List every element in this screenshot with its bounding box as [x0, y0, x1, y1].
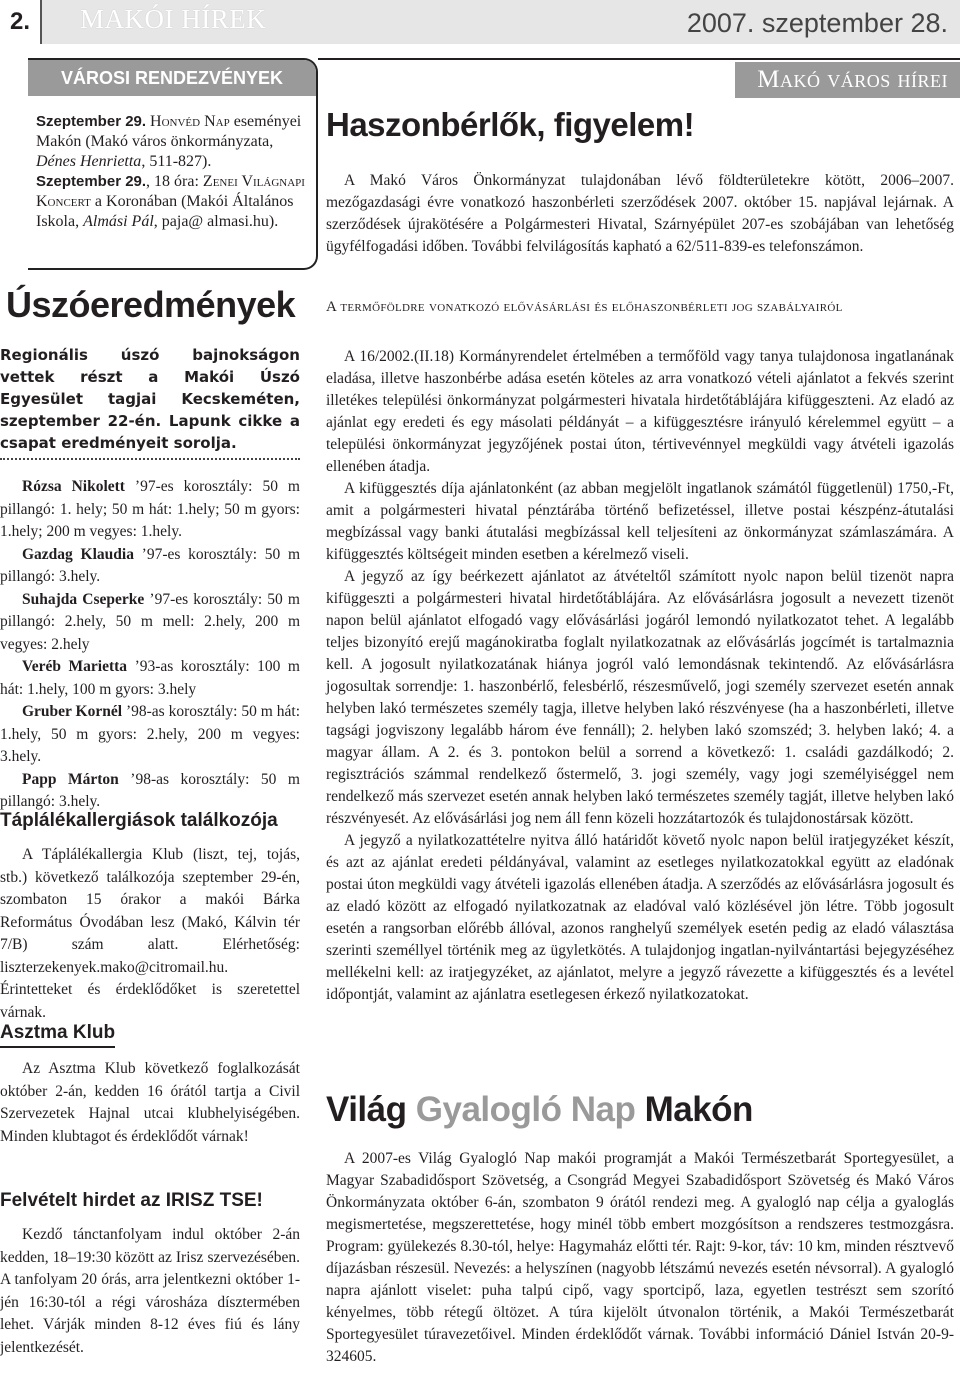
tenant-intro-text: A Makó Város Önkormányzat tulajdonában lévő földterületekre kötött, 2006–2007. mezőgazdasági évre vonatkozó haszonbérleti szerződések 2007. október 15. napjával lejárnak. A szerződések újrakötésére a Polgármesteri Hivatal, Szárnyépület 207-es szobájában van lehetőség ügyfélfogadási időben. További felvilágosítás kapható a 62/511-839-es telefonszámon.	[326, 172, 954, 255]
event-name: Zenei Világnapi Koncert	[36, 173, 305, 210]
tenant-intro	[326, 170, 954, 258]
result-item: Veréb Marietta ’93-as korosztály: 100 m hát: 1.hely, 100 m gyors: 3.hely	[0, 658, 300, 698]
walk-headline	[326, 1090, 753, 1130]
page-header	[0, 0, 960, 44]
swim-results	[0, 476, 300, 814]
event-date: Szeptember 29.	[36, 173, 147, 190]
walk-text: A 2007-es Világ Gyalogló Nap makói programját a Makói Természetbarát Sportegyesület, a Magyar Szabadidősport Szövetség, a Csongrád Megyei Szabadidősport Szövetség és Makó Város Önkormányzata október 6-án, szombaton 9 órától rendezi meg. A gyalogló nap célja a gyaloglás megismertetése, megszerettetése, hogy minél több embert mozgósítson a rendszeres testmozgásra. Program: gyülekezés 8.30-tól, helye: Hagymaház előtti tér. Rajt: 9-kor, táv: 10 km, minden résztvevő díjazásban részesül. Nevezés: a helyszínen (nagyobb létszámú nevezés esetén névsorral). A gyalogló napra ajánlott viselet: puha talpú cipő, vagy sportcipő, laza, egyetlen testrészt sem szorító kényelmes, több rétegű öltözet. A túra kijelölt útvonalon történik, a Makói Természetbarát Sportegyesület túravezetőivel. Minden érdeklődőt várnak. További információ Dániel István 20-9-324605.	[326, 1150, 954, 1365]
walk-article	[326, 1148, 954, 1368]
allergy-article	[0, 844, 300, 1024]
result-item: Papp Márton ’98-as korosztály: 50 m pillangó: 3.hely.	[0, 770, 300, 810]
section-title: MAKÓI HÍREK	[80, 4, 267, 34]
walk-headline-part: Gyalogló Nap	[415, 1090, 636, 1129]
land-rules-article	[326, 346, 954, 1006]
asthma-text: Az Asztma Klub következő foglalkozását október 2-án, kedden 16 órától tartja a Civil Szervezetek Hajnal utcai klubhelyiségében. Minden klubtagot és érdeklődőt várnak!	[0, 1060, 300, 1145]
city-news-bar	[318, 58, 960, 98]
swim-lead: Regionális úszó bajnokságon vettek részt a Makói Úszó Egyesület tagjai Kecskeméten, szeptember 22-én. Lapunk cikke a csapat eredményeit sorolja.	[0, 344, 300, 460]
paragraph: A 16/2002.(II.18) Kormányrendelet értelmében a termőföld vagy tanya tulajdonosa ingatlanának eladása, illetve haszonbérbe adása esetén köteles az arra vonatkozó vételi ajánlatot a fekvés szerint illetékes települési önkormányzat polgármesteri hivatala hirdetőtáblájára kifüggeszteni. Az eladó az ajánlat egy eredeti és egy másolati példányát – a kifüggesztésre irányuló kérelemmel együtt – a települési önkormányzat jegyzőjének postai úton, tértivevénnyel megküldi vagy átvételi igazolás ellenében átadja.	[326, 348, 954, 475]
walk-headline-part: Makón	[644, 1090, 753, 1129]
allergy-text: A Táplálékallergia Klub (liszt, tej, tojás, stb.) következő találkozója szeptember 29-én, szombaton 15 órakor a makói Bárka Református Óvodában lesz (Makó, Kálvin tér 7/B) szám alatt. Elérhetőség: liszterzekenyek.mako@citromail.hu. Érintetteket és érdeklődőket is szeretettel várnak.	[0, 846, 300, 1021]
paragraph: A jegyző a nyilatkozattételre nyitva álló határidőt követő nyolc napon belül iratjegyzéket készít, és azt az ajánlat eredeti példányával, valamint az esetleges nyilatkozatokkal együtt az eladónak postai úton megküldi vagy átvételi igazolás ellenében átadja. A szerződés az elővásárlásra jogosult és az eladó között az elfogadó nyilatkozatnak az eladóval való közlésével jön létre. Több jogosult esetén a rangsorban előrébb állóval, azonos ranghelyű személyek esetén pedig az eladó választása szerinti személlyel történik meg az ügyletkötés. A tulajdonjog ingatlan-nyilvántartási bejegyzéséhez mellékelni kell: az iratjegyzéket, az ajánlatot, melyre a jegyző rávezette a kifüggesztés és a levétel időpontját, valamint az ajánlatra esetlegesen érkező nyilatkozatokat.	[326, 832, 954, 1003]
result-item: Gruber Kornél ’98-as korosztály: 50 m hát: 1.hely, 50 m gyors: 2.hely, 200 m vegyes: 3.hely.	[0, 703, 300, 765]
allergy-headline: Táplálékallergiások találkozója	[0, 810, 278, 831]
irisz-headline: Felvételt hirdet az IRISZ TSE!	[0, 1190, 263, 1211]
page-number: 2.	[0, 0, 42, 44]
result-item: Gazdag Klaudia ’97-es korosztály: 50 m pillangó: 3.hely.	[0, 545, 301, 585]
asthma-article	[0, 1058, 300, 1148]
event-text: , 511-827).	[141, 153, 212, 170]
asthma-headline: Asztma Klub	[0, 1022, 115, 1048]
event-text: , 18 óra:	[146, 173, 203, 190]
land-rules-subtitle	[326, 296, 954, 318]
swim-headline: Úszóeredmények	[6, 284, 296, 325]
paragraph: A kifüggesztés díja ajánlatonként (az abban megjelölt ingatlanok számától függetlenül) 1750,-Ft, amit a polgármesteri hivatal pénztárába történő befizetéssel, illetve postai készpénz-átutalási megbízással vagy banki átutalási megbízással kell teljesíteni az önkormányzat számlaszámára. A kifüggesztés költségeit minden esetben a kérelmező viseli.	[326, 480, 954, 563]
event-text: a Koronában (Makói Általános Iskola,	[36, 193, 294, 230]
events-title: VÁROSI RENDEZVÉNYEK	[28, 60, 316, 96]
tenant-headline: Haszonbérlők, figyelem!	[326, 106, 695, 143]
event-text: , paja@ almasi.hu).	[153, 213, 279, 230]
land-rules-subtitle-text: A termőföldre vonatkozó elővásárlási és előhaszonbérleti jog szabályairól	[326, 299, 843, 315]
result-item: Rózsa Nikolett ’97-es korosztály: 50 m pillangó: 1. hely; 50 m hát: 1.hely; 50 m gyors: 1.hely; 200 m vegyes: 1.hely.	[0, 478, 300, 540]
events-list	[36, 112, 308, 232]
result-item: Suhajda Cseperke ’97-es korosztály: 50 m pillangó: 2.hely, 50 m mell: 2.hely, 200 m vegyes: 2.hely	[0, 590, 300, 653]
events-box	[28, 58, 318, 270]
walk-headline-part: Világ	[326, 1090, 407, 1129]
event-contact: Dénes Henrietta	[36, 153, 142, 170]
event-date: Szeptember 29.	[36, 113, 147, 130]
issue-date: 2007. szeptember 28.	[686, 8, 948, 38]
irisz-text: Kezdő tánctanfolyam indul október 2-án kedden, 18–19:30 között az Irisz szervezésében. A tanfolyam 20 órás, arra jelentkezni október 1-jén 16:30-tól a régi városháza dísztermében lehet. Várják minden 8-12 éves fiú és lány jelentkezését.	[0, 1226, 300, 1356]
city-news-label: Makó város hírei	[735, 62, 960, 98]
paragraph: A jegyző az így beérkezett ajánlatot az átvételtől számított nyolc napon belül tizenöt napra kifüggeszti a polgármesteri hivatal hirdetőtáblájára. Az elővásárlásra jogosult a nevezett tizenöt napon belül ajánlatot elfogadó vagy elővásárlási jogáról lemondó nyilatkozatot tehet. A legalább teljes bizonyító erejű magánokiratba foglalt nyilatkozatnak az elővásárlás jogcímét is tartalmaznia kell. A jogosult nyilatkozatának hiánya jogról való lemondásnak tekintendő. Az elővásárlásra jogosultak sorrendje: 1. haszonbérlő, felesbérlő, részesművelő, jogi személy szervezet esetén annak helyben lakó természetes személy tagja, illetve helyben lakó részvényese (ha a haszonbérleti, illetve tagsági jogviszony legalább három éve fennáll); 2. helyben lakó szomszéd; 3. helyben lakó; 4. a magyar állam. A 2. és 3. pontokon belül a sorrend a következő: 1. családi gazdálkodó; 2. regisztrációs számmal rendelkező őstermelő, 3. jogi személy, vagy jogi személyiséggel nem rendelkező más szervezet esetén annak helyben lakó természetes személy tagját, illetve helyben lakó részvényesét. Az elővásárlási jog nem áll fenn közeli hozzátartozók és tulajdonostársak között.	[326, 568, 954, 827]
event-text: eseményei Makón (Makó város önkormányzata,	[36, 113, 302, 150]
event-contact: Almási Pál	[83, 213, 154, 230]
irisz-article	[0, 1224, 300, 1359]
event-name: Honvéd Nap	[150, 113, 230, 130]
